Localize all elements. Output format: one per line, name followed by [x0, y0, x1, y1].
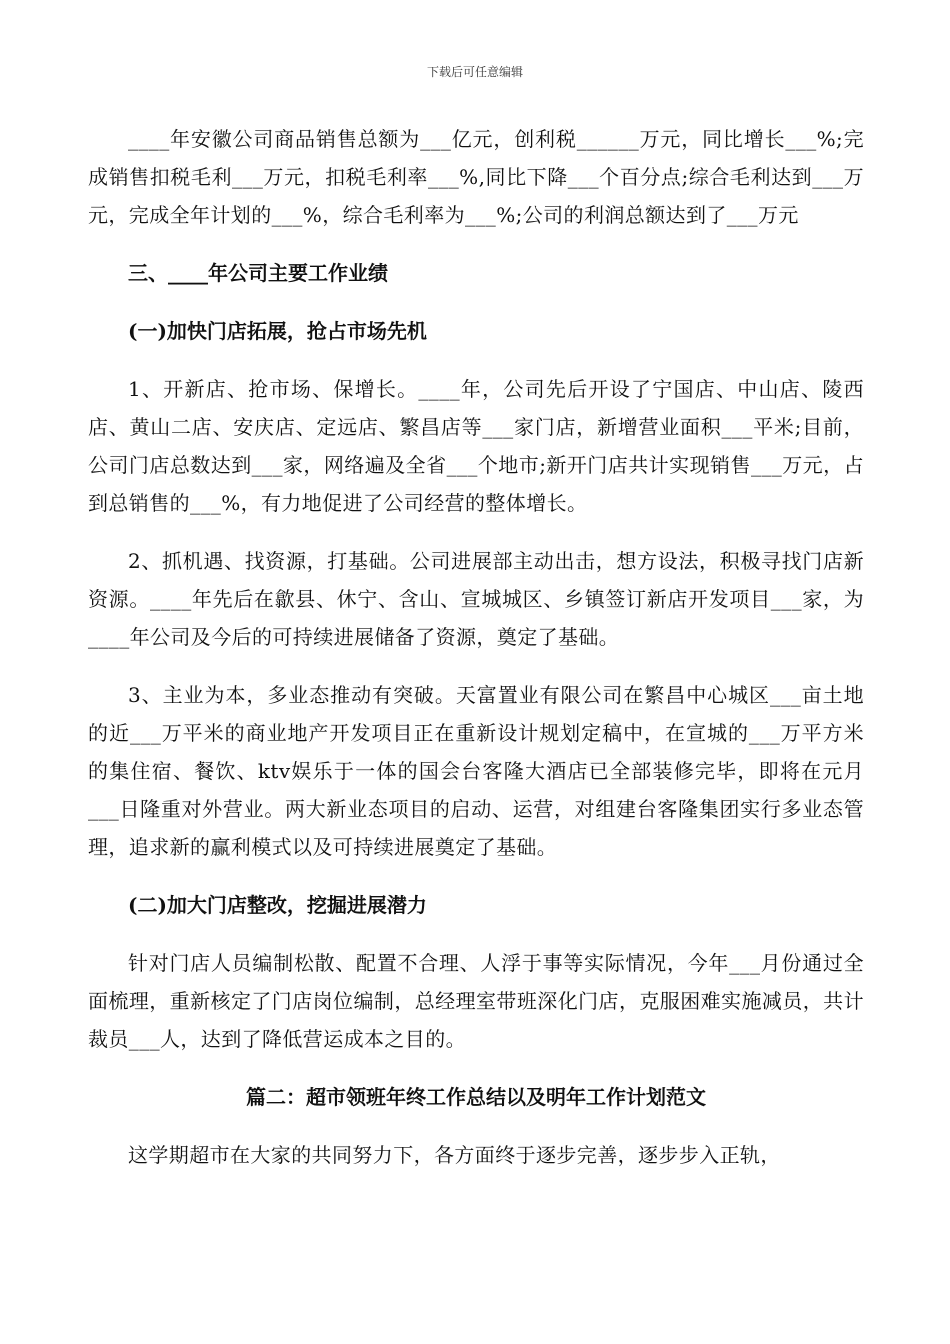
paragraph-resources: 2、抓机遇、找资源，打基础。公司进展部主动出击，想方设法，积极寻找门店新资源。____年先后在歙县、休宁、含山、宣城城区、乡镇签订新店开发项目___家，为____年公司及今后的可持续进展储备了资源，奠定了基础。 — [88, 549, 864, 649]
chapter-title: 篇二：超市领班年终工作总结以及明年工作计划范文 — [246, 1085, 706, 1109]
section-heading-achievements: 三、____年公司主要工作业绩 — [128, 261, 388, 285]
document-body — [88, 120, 864, 1194]
paragraph-multi-format: 3、主业为本，多业态推动有突破。天富置业有限公司在繁昌中心城区___亩土地的近___万平米的商业地产开发项目正在重新设计规划定稿中，在宣城的___万平方米的集住宿、餐饮、ktv娱乐于一体的国会台客隆大酒店已全部装修完毕，即将在元月___日隆重对外营业。两大新业态项目的启动、运营，对组建台客隆集团实行多业态管理，追求新的赢利模式以及可持续进展奠定了基础。 — [88, 683, 864, 859]
subheading-store-expansion: (一)加快门店拓展，抢占市场先机 — [128, 319, 427, 343]
paragraph-chapter-intro: 这学期超市在大家的共同努力下，各方面终于逐步完善，逐步步入正轨， — [128, 1143, 781, 1167]
paragraph-sales-summary: ____年安徽公司商品销售总额为___亿元，创利税______万元，同比增长___%;完成销售扣税毛利___万元，扣税毛利率___%,同比下降___个百分点;综合毛利达到___万元，完成全年计划的___%，综合毛利率为___%;公司的利润总额达到了___万元 — [88, 127, 864, 227]
paragraph-staffing: 针对门店人员编制松散、配置不合理、人浮于事等实际情况，今年___月份通过全面梳理，重新核定了门店岗位编制，总经理室带班深化门店，克服困难实施减员，共计裁员___人，达到了降低营运成本之目的。 — [88, 951, 864, 1051]
paragraph-new-stores: 1、开新店、抢市场、保增长。____年，公司先后开设了宁国店、中山店、陵西店、黄山二店、安庆店、定远店、繁昌店等___家门店，新增营业面积___平米;目前，公司门店总数达到___家，网络遍及全省___个地市;新开门店共计实现销售___万元，占到总销售的___%，有力地促进了公司经营的整体增长。 — [88, 377, 864, 515]
page-header: 下载后可任意编辑 — [426, 65, 523, 79]
subheading-store-rectification: (二)加大门店整改，挖掘进展潜力 — [128, 893, 427, 917]
